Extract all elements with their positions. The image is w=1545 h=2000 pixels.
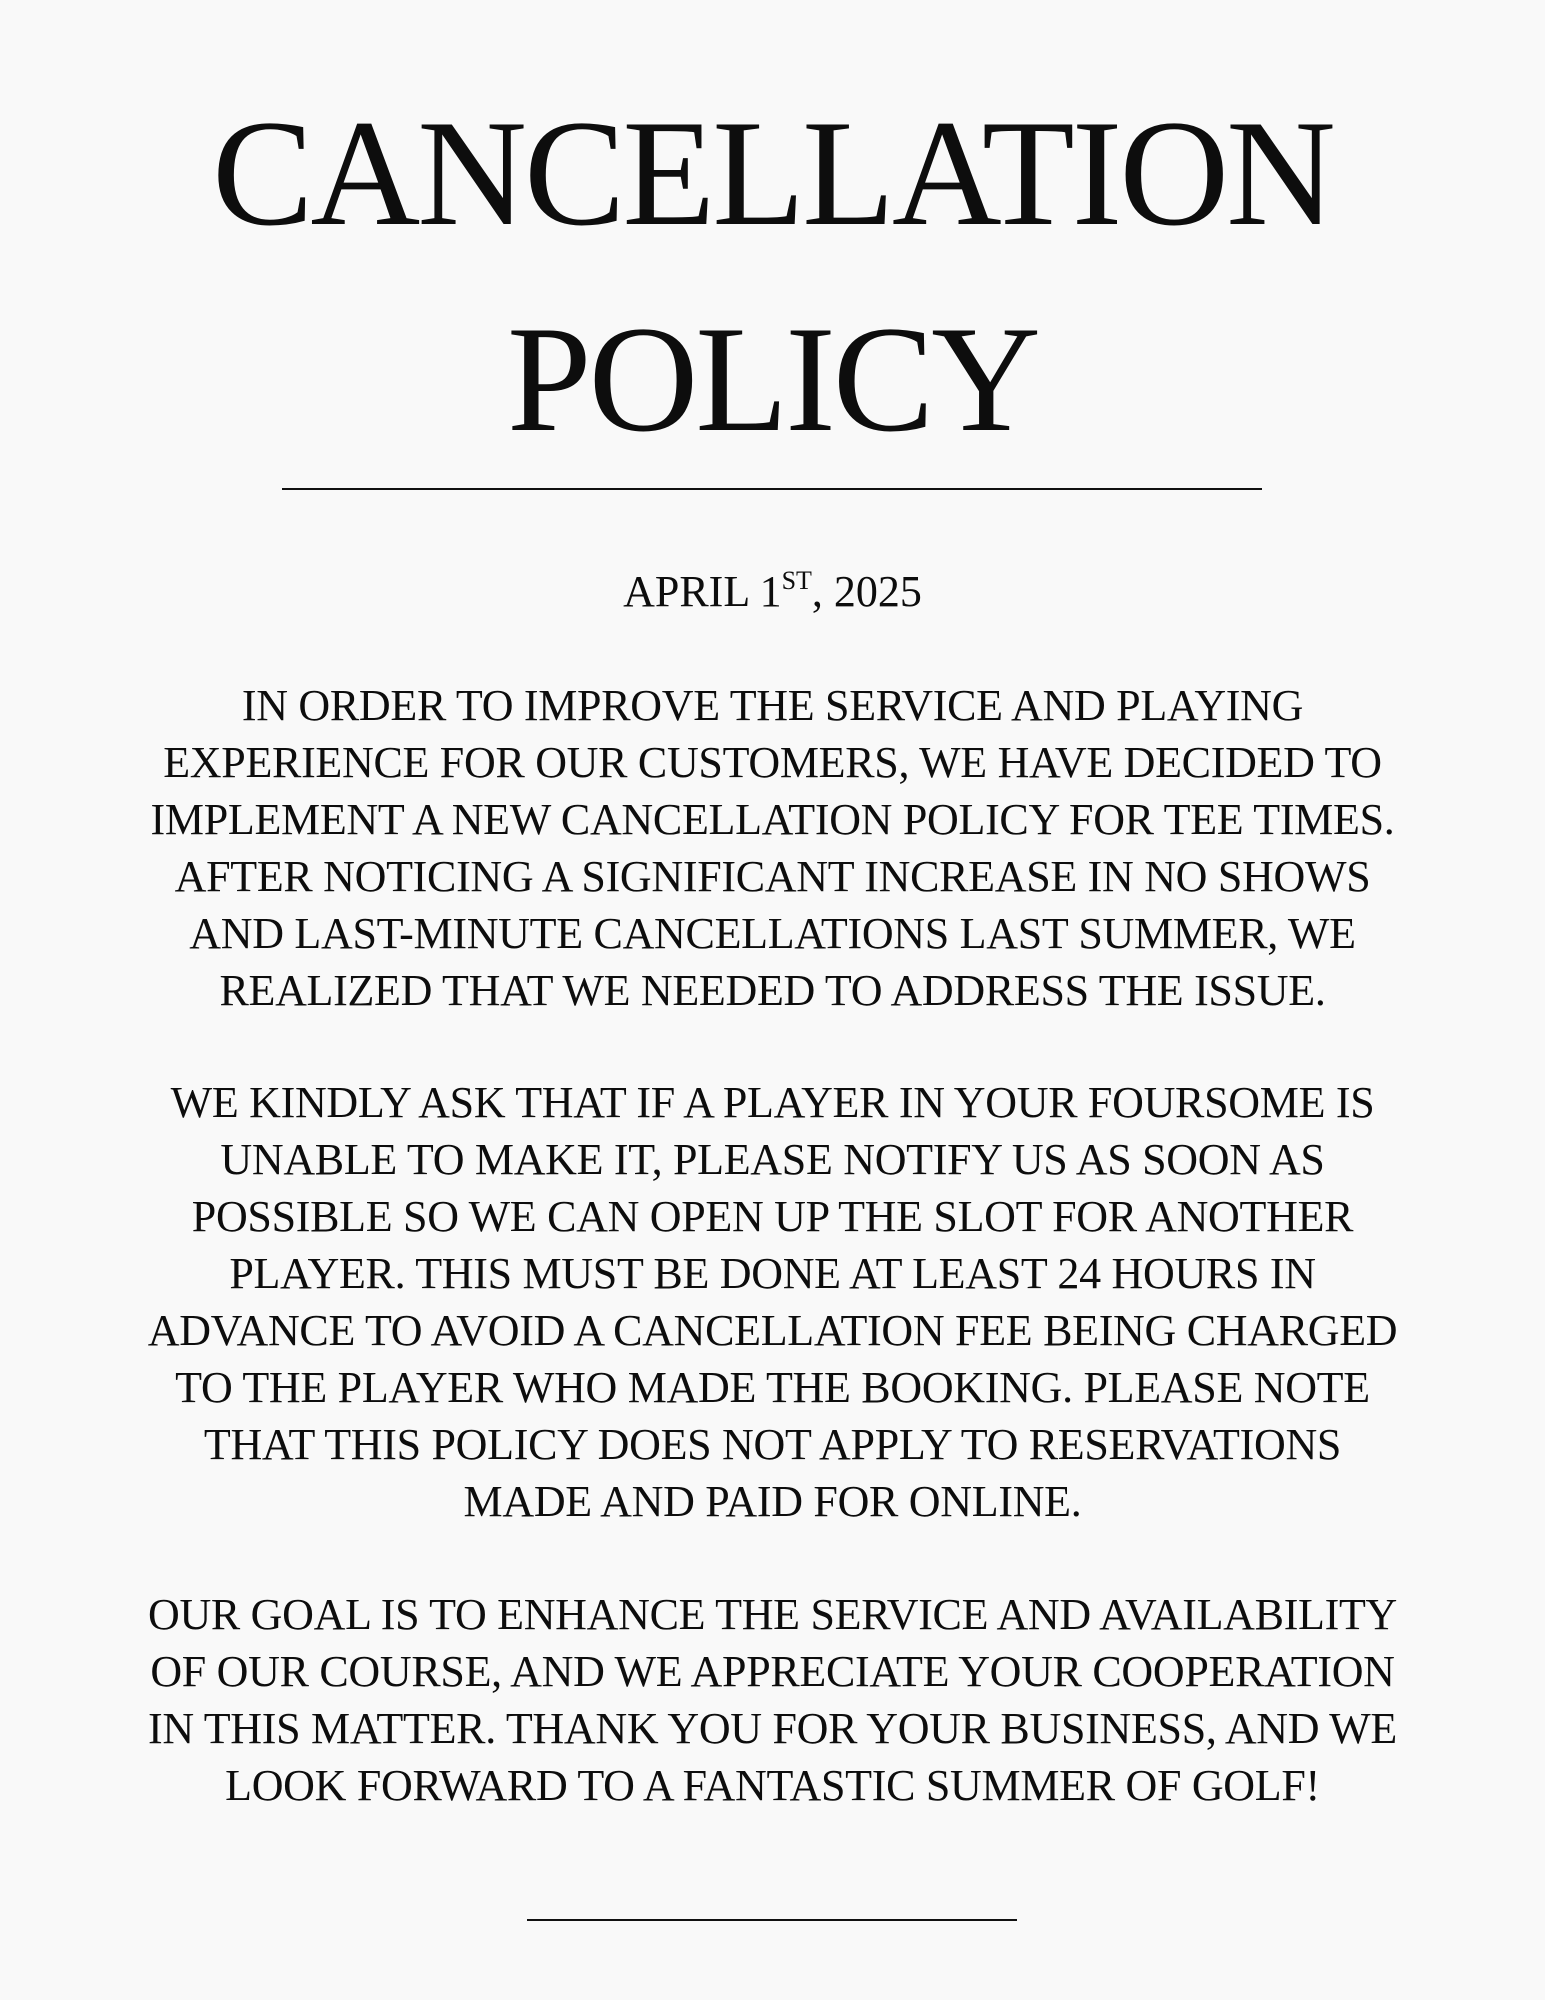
footer-divider xyxy=(527,1919,1017,1921)
date-ordinal-suffix: ST xyxy=(781,566,812,595)
page-title-line-2: POLICY xyxy=(507,295,1038,463)
paragraph-line: IN ORDER TO IMPROVE THE SERVICE AND PLAYING xyxy=(241,681,1304,730)
paragraph-line: WE KINDLY ASK THAT IF A PLAYER IN YOUR FOURSOME IS xyxy=(170,1078,1375,1127)
paragraph-line: THAT THIS POLICY DOES NOT APPLY TO RESERVATIONS xyxy=(203,1420,1342,1469)
paragraph-line: OF OUR COURSE, AND WE APPRECIATE YOUR COOPERATION xyxy=(150,1647,1395,1696)
paragraph-line: IMPLEMENT A NEW CANCELLATION POLICY FOR TEE TIMES. xyxy=(150,795,1395,844)
title-divider xyxy=(282,488,1262,490)
paragraph-line: AND LAST-MINUTE CANCELLATIONS LAST SUMMER, WE xyxy=(189,909,1356,958)
paragraph-closing xyxy=(0,1586,1545,1814)
date-month-day: APRIL 1 xyxy=(623,567,782,616)
policy-date xyxy=(0,568,1545,622)
paragraph-line: REALIZED THAT WE NEEDED TO ADDRESS THE ISSUE. xyxy=(219,966,1326,1015)
paragraph-line: AFTER NOTICING A SIGNIFICANT INCREASE IN NO SHOWS xyxy=(174,852,1371,901)
page-title-line-1: CANCELLATION xyxy=(212,89,1333,257)
date-year: , 2025 xyxy=(811,567,922,616)
paragraph-line: UNABLE TO MAKE IT, PLEASE NOTIFY US AS SOON AS xyxy=(220,1135,1325,1184)
paragraph-line: ADVANCE TO AVOID A CANCELLATION FEE BEING CHARGED xyxy=(147,1306,1398,1355)
paragraph-line: PLAYER. THIS MUST BE DONE AT LEAST 24 HOURS IN xyxy=(229,1249,1316,1298)
paragraph-line: LOOK FORWARD TO A FANTASTIC SUMMER OF GOLF! xyxy=(225,1761,1320,1810)
paragraph-line: POSSIBLE SO WE CAN OPEN UP THE SLOT FOR ANOTHER xyxy=(191,1192,1354,1241)
paragraph-line: EXPERIENCE FOR OUR CUSTOMERS, WE HAVE DECIDED TO xyxy=(163,738,1382,787)
paragraph-line: MADE AND PAID FOR ONLINE. xyxy=(463,1477,1082,1526)
paragraph-request xyxy=(0,1074,1545,1530)
paragraph-line: IN THIS MATTER. THANK YOU FOR YOUR BUSINESS, AND WE xyxy=(148,1704,1397,1753)
paragraph-line: OUR GOAL IS TO ENHANCE THE SERVICE AND AVAILABILITY xyxy=(147,1590,1398,1639)
paragraph-intro xyxy=(0,677,1545,1019)
paragraph-line: TO THE PLAYER WHO MADE THE BOOKING. PLEASE NOTE xyxy=(175,1363,1370,1412)
